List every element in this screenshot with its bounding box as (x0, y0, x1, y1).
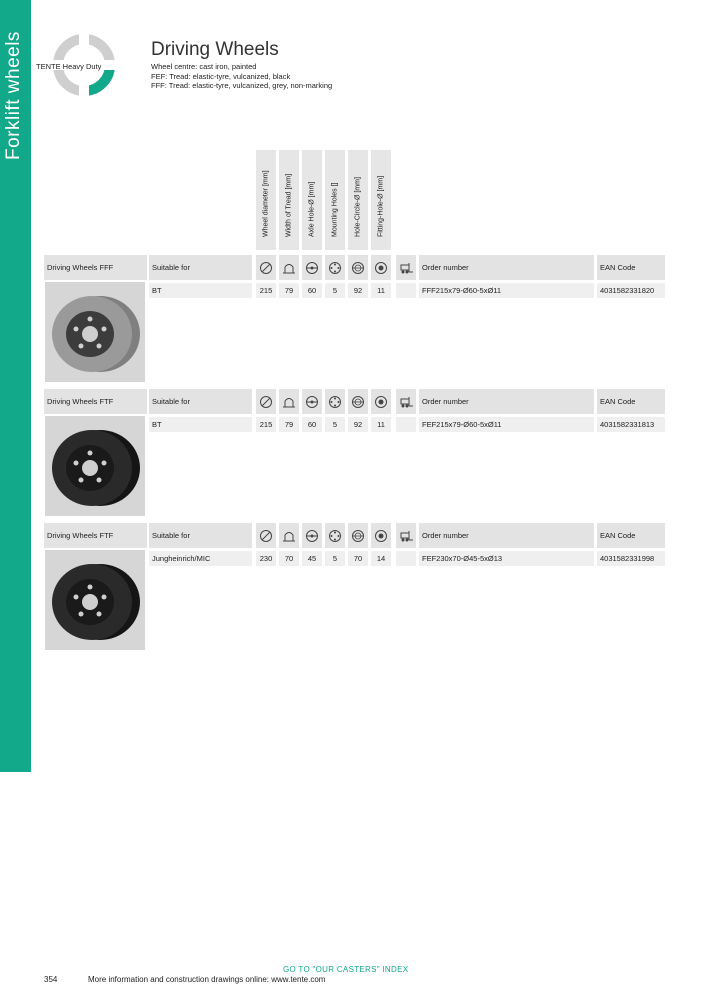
col-header-label: Mounting Holes [] (331, 182, 339, 237)
mounting-holes-icon-cell (325, 523, 345, 548)
forklift-icon (399, 261, 413, 275)
suitable-for-value: BT (149, 283, 252, 298)
spec-value: 11 (371, 283, 391, 298)
col-header-label: Wheel diameter [mm] (262, 170, 270, 237)
footer-info: More information and construction drawings online: www.tente.com (88, 975, 326, 984)
driving-wheel-image (45, 550, 145, 650)
fitting-hole-icon-cell (371, 389, 391, 414)
tread-width-icon-cell (279, 389, 299, 414)
ean-code-value: 4031582331813 (597, 417, 665, 432)
product-image (45, 416, 145, 516)
suitable-for-header: Suitable for (149, 255, 252, 280)
axle-hole-icon (305, 529, 319, 543)
section-name: Driving Wheels FTF (44, 389, 147, 414)
col-header-axle-hole (302, 150, 322, 250)
suitable-for-value: Jungheinrich/MIC (149, 551, 252, 566)
col-header-label: Axle Hole-Ø [mm] (308, 181, 316, 237)
wheel-diameter-icon (259, 395, 273, 409)
spec-value: 79 (279, 283, 299, 298)
ean-code-value: 4031582331998 (597, 551, 665, 566)
hole-circle-icon (351, 395, 365, 409)
forklift-value (396, 283, 416, 298)
mounting-holes-icon (328, 395, 342, 409)
ean-code-header: EAN Code (597, 255, 665, 280)
suitable-for-value: BT (149, 417, 252, 432)
wheel-diameter-icon (259, 261, 273, 275)
mounting-holes-icon-cell (325, 255, 345, 280)
section-name: Driving Wheels FFF (44, 255, 147, 280)
page-title: Driving Wheels (151, 39, 279, 60)
wheel-diameter-icon-cell (256, 523, 276, 548)
fitting-hole-icon-cell (371, 523, 391, 548)
order-number-header: Order number (419, 255, 594, 280)
forklift-icon-cell (396, 523, 416, 548)
order-number-value: FEF215x79-Ø60-5xØ11 (419, 417, 594, 432)
col-header-label: Width of Tread [mm] (285, 173, 293, 237)
spec-value: 60 (302, 283, 322, 298)
section-name: Driving Wheels FTF (44, 523, 147, 548)
axle-hole-icon (305, 395, 319, 409)
col-header-hole-circle (348, 150, 368, 250)
spec-value: 79 (279, 417, 299, 432)
wheel-diameter-icon (259, 529, 273, 543)
spec-value: 11 (371, 417, 391, 432)
col-header-mounting-holes (325, 150, 345, 250)
spec-value: 70 (348, 551, 368, 566)
subtitle-line: FEF: Tread: elastic-tyre, vulcanized, black (151, 71, 291, 81)
col-header-label: Hole-Circle-Ø [mm] (354, 177, 362, 237)
page-number: 354 (44, 975, 58, 984)
forklift-value (396, 417, 416, 432)
forklift-icon-cell (396, 255, 416, 280)
suitable-for-header: Suitable for (149, 523, 252, 548)
fitting-hole-icon (374, 261, 388, 275)
spec-value: 70 (279, 551, 299, 566)
spec-value: 230 (256, 551, 276, 566)
wheel-diameter-icon-cell (256, 389, 276, 414)
tread-width-icon (282, 395, 296, 409)
col-header-wheel-diameter (256, 150, 276, 250)
ean-code-header: EAN Code (597, 523, 665, 548)
hole-circle-icon-cell (348, 255, 368, 280)
driving-wheel-image (45, 282, 145, 382)
spec-value: 92 (348, 417, 368, 432)
spec-value: 92 (348, 283, 368, 298)
sidebar (0, 0, 31, 772)
sidebar-label: Forklift wheels (3, 31, 24, 160)
col-header-tread-width (279, 150, 299, 250)
spec-value: 5 (325, 283, 345, 298)
order-number-value: FFF215x79-Ø60-5xØ11 (419, 283, 594, 298)
axle-hole-icon-cell (302, 523, 322, 548)
spec-value: 215 (256, 283, 276, 298)
col-header-fitting-hole (371, 150, 391, 250)
subtitle-line: Wheel centre: cast iron, painted (151, 62, 257, 71)
spec-value: 215 (256, 417, 276, 432)
subtitles (151, 62, 332, 91)
spec-value: 45 (302, 551, 322, 566)
tread-width-icon-cell (279, 255, 299, 280)
forklift-icon (399, 395, 413, 409)
casters-index-link[interactable]: GO TO "OUR CASTERS" INDEX (283, 965, 409, 974)
product-image (45, 550, 145, 650)
hole-circle-icon (351, 529, 365, 543)
wheel-diameter-icon-cell (256, 255, 276, 280)
ean-code-value: 4031582331820 (597, 283, 665, 298)
spec-value: 5 (325, 417, 345, 432)
ean-code-header: EAN Code (597, 389, 665, 414)
subtitle-line: FFF: Tread: elastic-tyre, vulcanized, grey, non-marking (151, 81, 333, 91)
fitting-hole-icon-cell (371, 255, 391, 280)
spec-value: 5 (325, 551, 345, 566)
mounting-holes-icon (328, 529, 342, 543)
axle-hole-icon-cell (302, 389, 322, 414)
order-number-header: Order number (419, 389, 594, 414)
order-number-value: FEF230x70-Ø45-5xØ13 (419, 551, 594, 566)
hole-circle-icon-cell (348, 389, 368, 414)
product-image (45, 282, 145, 382)
col-header-label: Fitting-Hole-Ø [mm] (377, 175, 385, 237)
axle-hole-icon (305, 261, 319, 275)
hole-circle-icon (351, 261, 365, 275)
forklift-value (396, 551, 416, 566)
spec-value: 14 (371, 551, 391, 566)
mounting-holes-icon (328, 261, 342, 275)
tread-width-icon (282, 261, 296, 275)
mounting-holes-icon-cell (325, 389, 345, 414)
order-number-header: Order number (419, 523, 594, 548)
logo-label: TENTE Heavy Duty (36, 62, 102, 71)
driving-wheel-image (45, 416, 145, 516)
axle-hole-icon-cell (302, 255, 322, 280)
tread-width-icon-cell (279, 523, 299, 548)
fitting-hole-icon (374, 395, 388, 409)
spec-value: 60 (302, 417, 322, 432)
tread-width-icon (282, 529, 296, 543)
fitting-hole-icon (374, 529, 388, 543)
hole-circle-icon-cell (348, 523, 368, 548)
suitable-for-header: Suitable for (149, 389, 252, 414)
forklift-icon-cell (396, 389, 416, 414)
forklift-icon (399, 529, 413, 543)
